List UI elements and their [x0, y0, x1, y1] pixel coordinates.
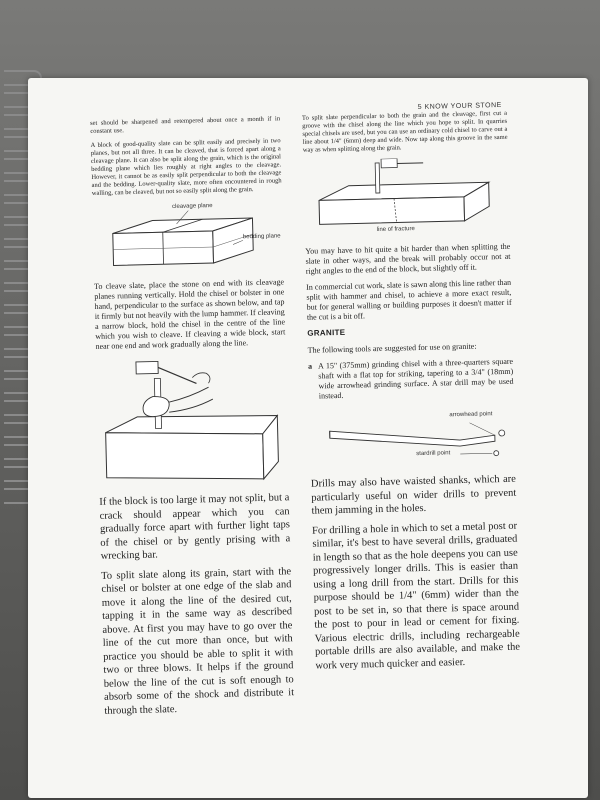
paragraph: The following tools are suggested for use on granite: [307, 341, 477, 355]
list-marker: a [307, 361, 313, 371]
fracture-figure [303, 156, 510, 239]
list-item [308, 357, 514, 408]
stardrill-point-label: stardrill point [416, 450, 451, 458]
drill-figure [309, 407, 515, 470]
cleavage-figure [92, 199, 284, 274]
bedding-plane-label: bedding plane [242, 233, 281, 241]
running-head: 5 KNOW YOUR STONE [417, 101, 502, 111]
fracture-line-label: line of fracture [376, 226, 415, 234]
section-heading: GRANITE [307, 327, 346, 338]
chisel-hammer-figure [96, 353, 289, 488]
paragraph: set should be sharpened and retempered about once a month if in constant use. [90, 115, 281, 135]
paragraph: To cleave slate, place the stone on end with its cleavage planes running vertically. Hold the chisel or bolster in one hand, perpendicular to the surface as shown below, and tap it firmly but not heavily with the lump hammer. If cleaving a narrow block, hold the chisel in the centre of the line which you wish to cleave. If cleaving a wide block, start near one end and work gradually along the line. [93, 277, 286, 351]
paragraph: You may have to hit quite a bit harder than when splitting the slate in other ways, and the break will probably occur not at right angles to the end of the block, but slightly off it. [305, 241, 511, 276]
paragraph: Drills may also have waisted shanks, which are particularly useful on wider drills to prevent them jamming in the holes. [310, 473, 517, 517]
paragraph: In commercial cut work, slate is sawn along this line rather than split with hammer and chisel, to achieve a more exact result, but for general walling or building purposes it doesn't matter if the cut is a bit off. [306, 277, 512, 322]
right-column [302, 110, 521, 679]
page-content [90, 101, 525, 720]
cleavage-plane-label: cleavage plane [172, 203, 213, 211]
paragraph: If the block is too large it may not split, but a crack should appear which you can gradually force apart with further light taps of the chisel or by gently prising with a wrecking bar. [99, 492, 291, 562]
paragraph: A block of good-quality slate can be split easily and precisely in two planes, but not all three. It can be cleaved, that is forced apart along a cleavage plane. It can also be split along the grain, which is the original bedding plane which lies roughly at right angles to the cleavage. However, it cannot be as easily split perpendicular to both the cleavage and the bedding. Lower-quality slate, more often encountered in rough walling, can be cleaved, but not so easily split along the grain. [90, 137, 282, 197]
paragraph: To split slate perpendicular to both the grain and the cleavage, first cut a groove with the chisel along the line which you hope to split. In quarries special chisels are used, but you can use an ordinary cold chisel to carve out a line about 1/4" (6mm) deep and wide. Now tap along this groove in the same way as when splitting along the grain. [301, 109, 508, 154]
hand-chisel-drawing [96, 353, 289, 488]
list-item-text: A 15" (375mm) grinding chisel with a three-quarters square shaft with a flat top for striking, tapering to a 3/4" (18mm) wide arrowhead grinding surface. A star drill may be used instead. [317, 356, 514, 401]
paragraph: For drilling a hole in which to set a metal post or similar, it's best to have several drills, graduated in length so that as the hole deepens you can use progressively longer drills. This is easier than using a long drill from the start. Drills for this purpose should be 1/4" (6mm) wider than the post to be set in, so that there is space around the post to pour in lead or cement for fixing. Various electric drills, including rechargeable portable drills are also available, and make the work very much quicker and easier. [311, 520, 521, 672]
left-column [90, 115, 295, 723]
paragraph: To split slate along its grain, start with the chisel or bolster at one edge of the slab and move it along the line of the desired cut, tapping it in the same way as described above. At first you may have to go over the line of the cut more than once, but with practice you should be able to split it with two or three blows. It helps if the ground below the line of the cut is soft enough to absorb some of the shock and distribute it through the slate. [101, 565, 295, 717]
book-page [28, 78, 588, 798]
arrowhead-point-label: arrowhead point [449, 411, 493, 419]
